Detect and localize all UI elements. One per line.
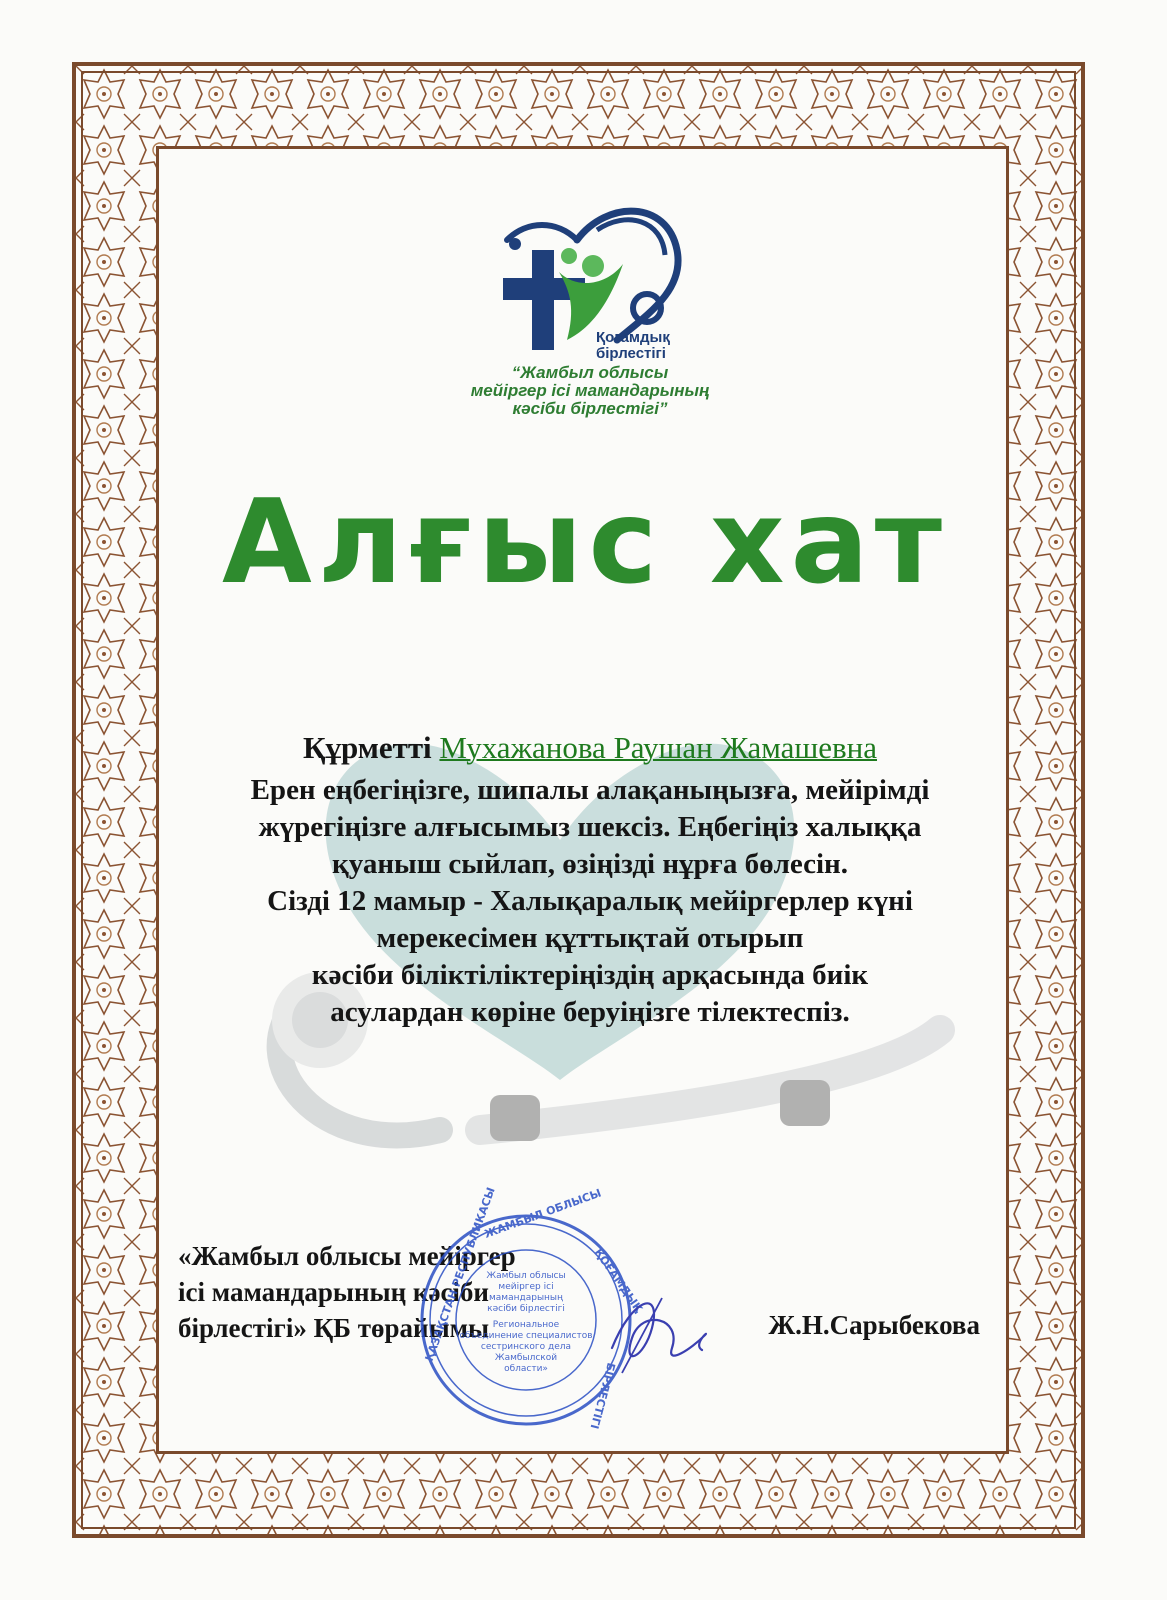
logo-caption-line-3: кәсіби бірлестігі”	[512, 399, 668, 418]
svg-text:Региональное: Региональное	[492, 1320, 560, 1330]
body-line: асулардан көріне беруіңізге тілектеспіз.	[330, 996, 850, 1028]
certificate-title: Алғыс хат	[221, 475, 949, 610]
logo-caption-line-2: мейіргер ісі мамандарының	[470, 381, 710, 400]
body-line: жүрегіңізге алғысымыз шексіз. Еңбегіңіз халыққа	[258, 811, 922, 843]
recipient-name: Мухажанова Раушан Жамашевна	[439, 730, 878, 765]
svg-text:Жамбыл облысы: Жамбыл облысы	[486, 1271, 566, 1281]
svg-text:ҚАЗАҚСТАН РЕСПУБЛИКАСЫ: ҚАЗАҚСТАН РЕСПУБЛИКАСЫ	[422, 1185, 498, 1364]
body-line: кәсіби біліктіліктеріңіздің арқасында биік	[311, 959, 869, 991]
svg-text:кәсіби бірлестігі: кәсіби бірлестігі	[487, 1304, 565, 1314]
logo-org-type	[596, 330, 716, 362]
svg-text:Жамбылской: Жамбылской	[494, 1353, 558, 1363]
body-text	[180, 772, 1000, 1031]
svg-text:ЖАМБЫЛ ОБЛЫСЫ: ЖАМБЫЛ ОБЛЫСЫ	[482, 1186, 604, 1241]
svg-text:БІРЛЕСТІГІ: БІРЛЕСТІГІ	[587, 1361, 618, 1431]
signatory-title-line-2: ісі мамандарының кәсіби	[178, 1277, 489, 1307]
salutation	[180, 730, 1000, 766]
logo-caption	[440, 364, 740, 418]
handwritten-signature	[592, 1278, 722, 1388]
body-line: Сізді 12 мамыр - Халықаралық мейіргерлер күні	[267, 885, 913, 917]
svg-text:объединение специалистов: объединение специалистов	[459, 1331, 593, 1341]
signatory-title-line-1: «Жамбыл облысы мейіргер	[178, 1241, 516, 1271]
body-line: мерекесімен құттықтай отырып	[376, 922, 804, 954]
signatory-title-line-3: бірлестігі» ҚБ төрайымы	[178, 1313, 490, 1343]
salutation-prefix: Құрметті	[302, 730, 432, 765]
svg-text:области»: области»	[504, 1364, 548, 1374]
logo-small-line-2: бірлестігі	[596, 345, 666, 362]
svg-text:сестринского дела: сестринского дела	[480, 1342, 572, 1352]
svg-text:мамандарының: мамандарының	[489, 1293, 563, 1303]
body-line: Ерен еңбегіңізге, шипалы алақаныңызға, мейірімді	[250, 774, 930, 806]
svg-text:мейіргер ісі: мейіргер ісі	[498, 1282, 554, 1292]
body-line: қуаныш сыйлап, өзіңізді нұрға бөлесін.	[332, 848, 848, 880]
logo-small-line-1: Қоғамдық	[596, 329, 670, 346]
logo-caption-line-1: “Жамбыл облысы	[511, 363, 669, 382]
signatory-name: Ж.Н.Сарыбекова	[768, 1310, 980, 1340]
svg-text:ҚОҒАМДЫҚ: ҚОҒАМДЫҚ	[591, 1246, 645, 1315]
